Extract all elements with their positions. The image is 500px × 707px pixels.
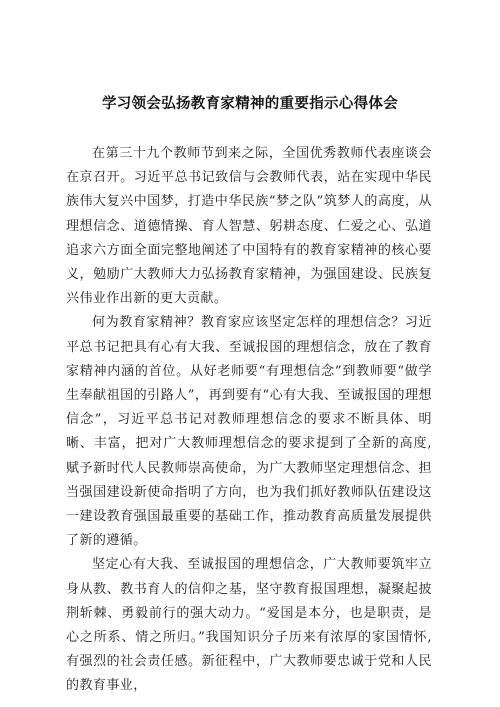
document-body <box>66 142 432 699</box>
paragraph-2: 何为教育家精神？教育家应该坚定怎样的理想信念？习近平总书记把具有心有大我、至诚报国的理想信念，放在了教育家精神内涵的首位。从好老师要“有理想信念”到教师要“做学生奉献祖国的引路人”，再到要有“心有大我、至诚报国的理想信念”，习近平总书记对教师理想信念的要求不断具体、明晰、丰富，把对广大教师理想信念的要求提到了全新的高度,赋予新时代人民教师崇高使命，为广大教师坚定理想信念、担当强国建设新使命指明了方向，也为我们抓好教师队伍建设这一建设教育强国最重要的基础工作，推动教育高质量发展提供了新的遵循。 <box>66 315 432 549</box>
document-title: 学习领会弘扬教育家精神的重要指示心得体会 <box>102 96 398 112</box>
paragraph-1: 在第三十九个教师节到来之际，全国优秀教师代表座谈会在京召开。习近平总书记致信与会教师代表，站在实现中华民族伟大复兴中国梦，打造中华民族“梦之队”筑梦人的高度，从理想信念、道德情操、育人智慧、躬耕态度、仁爱之心、弘道追求六方面全面完整地阐述了中国特有的教育家精神的核心要义，勉励广大教师大力弘扬教育家精神，为强国建设、民族复兴伟业作出新的更大贡献。 <box>66 146 432 307</box>
paragraph-3: 坚定心有大我、至诚报国的理想信念，广大教师要筑牢立身从教、教书育人的信仰之基，坚守教育报国理想，凝聚起披荆斩棘、勇毅前行的强大动力。“爱国是本分，也是职责，是心之所系、情之所归。”我国知识分子历来有浓厚的家国情怀,有强烈的社会责任感。新征程中，广大教师要忠诚于党和人民的教育事业， <box>66 557 432 694</box>
